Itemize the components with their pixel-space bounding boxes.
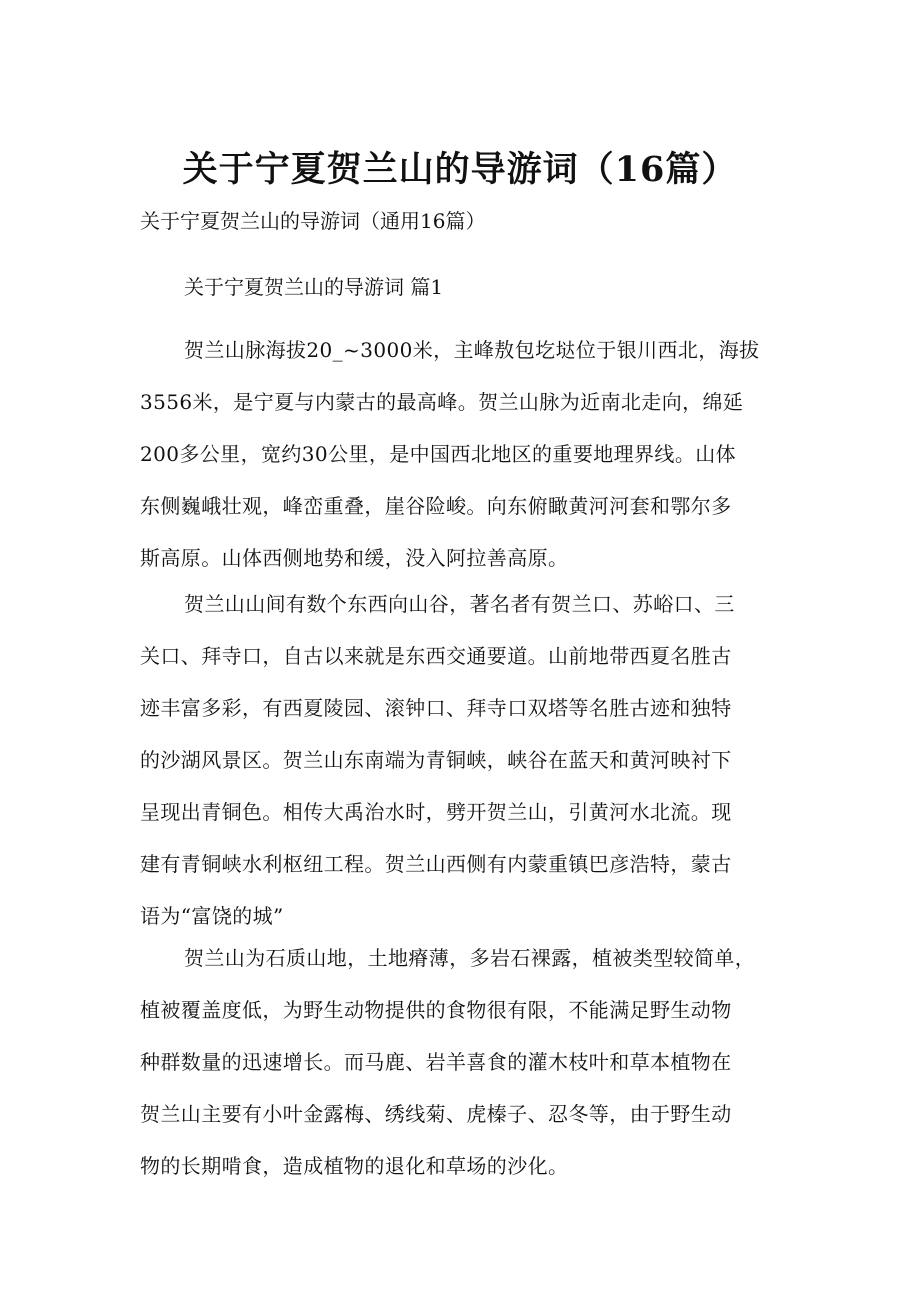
paragraph-line: 建有青铜峡水利枢纽工程。贺兰山西侧有内蒙重镇巴彦浩特，蒙古: [140, 852, 732, 876]
paragraph-line: 贺兰山脉海拔20_~3000米，主峰敖包圪垯位于银川西北，海拔: [184, 338, 760, 362]
paragraph-line: 植被覆盖度低，为野生动物提供的食物很有限，不能满足野生动物: [140, 998, 732, 1022]
paragraph-2: [140, 578, 800, 942]
paragraph-line: 呈现出青铜色。相传大禹治水时，劈开贺兰山，引黄河水北流。现: [140, 800, 732, 824]
paragraph-line: 迹丰富多彩，有西夏陵园、滚钟口、拜寺口双塔等名胜古迹和独特: [140, 696, 732, 720]
paragraph-line: 关口、拜寺口，自古以来就是东西交通要道。山前地带西夏名胜古: [140, 644, 732, 668]
paragraph-line: 东侧巍峨壮观，峰峦重叠，崖谷险峻。向东俯瞰黄河河套和鄂尔多: [140, 494, 732, 518]
section-heading: 关于宁夏贺兰山的导游词 篇1: [184, 275, 444, 299]
paragraph-1: [140, 324, 800, 584]
document-subtitle: 关于宁夏贺兰山的导游词（通用16篇）: [140, 209, 486, 233]
document-title: 关于宁夏贺兰山的导游词（16篇）: [182, 149, 738, 190]
paragraph-line: 语为“富饶的城”: [140, 904, 284, 928]
paragraph-line: 贺兰山为石质山地，土地瘠薄，多岩石裸露，植被类型较简单，: [184, 946, 756, 970]
paragraph-line: 种群数量的迅速增长。而马鹿、岩羊喜食的灌木枝叶和草本植物在: [140, 1050, 732, 1074]
paragraph-line: 贺兰山山间有数个东西向山谷，著名者有贺兰口、苏峪口、三: [184, 592, 735, 616]
paragraph-line: 200多公里，宽约30公里，是中国西北地区的重要地理界线。山体: [140, 442, 737, 466]
paragraph-line: 的沙湖风景区。贺兰山东南端为青铜峡，峡谷在蓝天和黄河映衬下: [140, 748, 732, 772]
paragraph-line: 斯高原。山体西侧地势和缓，没入阿拉善高原。: [140, 546, 569, 570]
paragraph-line: 物的长期啃食，造成植物的退化和草场的沙化。: [140, 1154, 569, 1178]
paragraph-3: [140, 932, 800, 1192]
paragraph-line: 3556米，是宁夏与内蒙古的最高峰。贺兰山脉为近南北走向，绵延: [140, 390, 744, 414]
paragraph-line: 贺兰山主要有小叶金露梅、绣线菊、虎榛子、忍冬等，由于野生动: [140, 1102, 732, 1126]
